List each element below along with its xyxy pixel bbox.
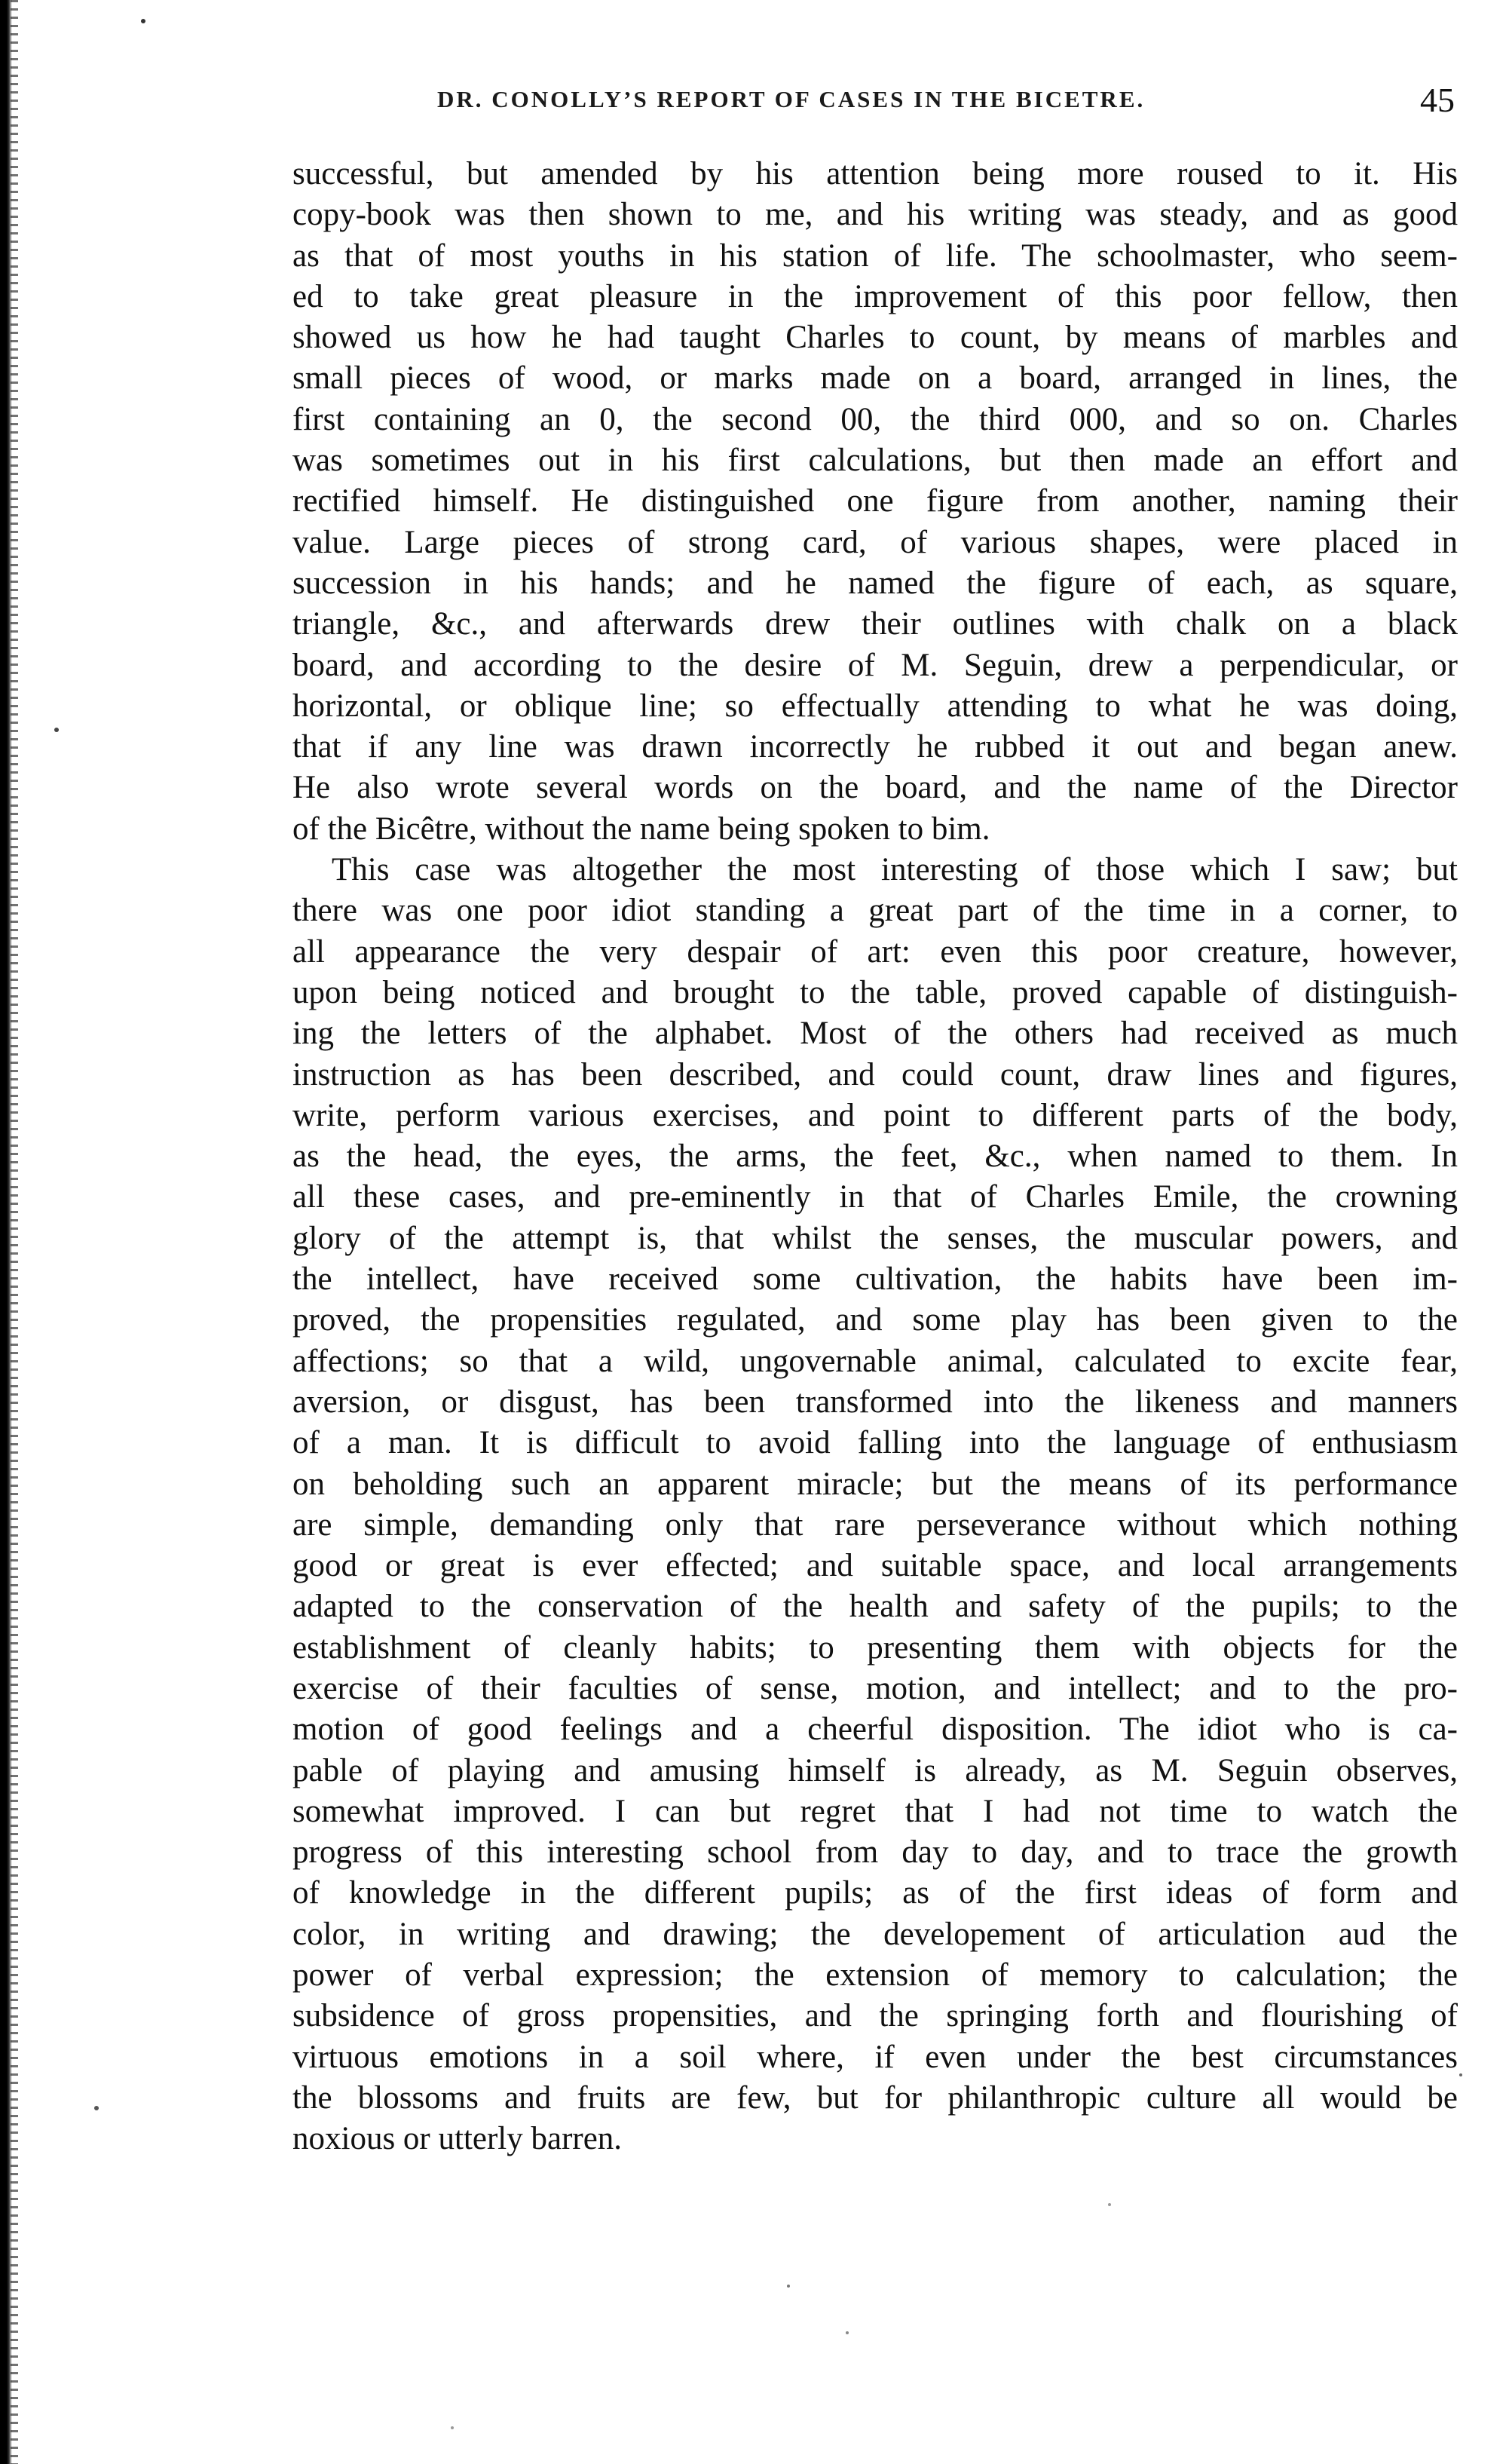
scan-speck: [54, 728, 59, 732]
text-line: virtuous emotions in a soil where, if even under the best circumstances: [292, 2039, 1458, 2075]
text-line: aversion, or disgust, has been transformed into the likeness and manners: [292, 1384, 1458, 1420]
text-line: somewhat improved. I can but regret that I had not time to watch the: [292, 1793, 1458, 1829]
scan-speck: [787, 2285, 790, 2288]
text-line: progress of this interesting school from day to day, and to trace the growth: [292, 1834, 1458, 1871]
paragraph-school-summary: [292, 850, 1458, 2160]
running-title: DR. CONOLLY’S REPORT OF CASES IN THE BICETRE.: [437, 86, 1146, 112]
text-line: as that of most youths in his station of life. The schoolmaster, who seem-: [292, 238, 1458, 274]
text-line: all these cases, and pre-eminently in that of Charles Emile, the crowning: [292, 1179, 1458, 1215]
page-number: 45: [1420, 81, 1455, 119]
text-line: subsidence of gross propensities, and the springing forth and flourishing of: [292, 1998, 1458, 2034]
scan-speck: [141, 19, 145, 23]
scan-speck: [846, 2331, 849, 2334]
text-line: This case was altogether the most interesting of those which I saw; but: [332, 852, 1458, 888]
paragraph-case-charles: [292, 154, 1458, 850]
text-line: showed us how he had taught Charles to count, by means of marbles and: [292, 320, 1458, 356]
text-line: on beholding such an apparent miracle; but the means of its performance: [292, 1466, 1458, 1502]
scan-speck: [1108, 2203, 1111, 2206]
text-line: all appearance the very despair of art: even this poor creature, however,: [292, 933, 1458, 970]
text-line: upon being noticed and brought to the table, proved capable of distinguish-: [292, 974, 1458, 1010]
running-head: [286, 80, 1455, 122]
text-line: proved, the propensities regulated, and some play has been given to the: [292, 1302, 1458, 1338]
text-line: there was one poor idiot standing a great part of the time in a corner, to: [292, 893, 1458, 929]
text-line: instruction as has been described, and could count, draw lines and figures,: [292, 1056, 1458, 1093]
text-line: the blossoms and fruits are few, but for philanthropic culture all would be: [292, 2079, 1458, 2116]
text-line: He also wrote several words on the board, and the name of the Director: [292, 770, 1458, 806]
text-line: ed to take great pleasure in the improvement of this poor fellow, then: [292, 278, 1458, 314]
text-line: of knowledge in the different pupils; as of the first ideas of form and: [292, 1875, 1458, 1911]
text-line: establishment of cleanly habits; to presenting them with objects for the: [292, 1629, 1458, 1666]
scan-speck: [451, 2426, 454, 2429]
text-body: [292, 154, 1458, 2160]
text-line: are simple, demanding only that rare perseverance without which nothing: [292, 1506, 1458, 1543]
text-line: motion of good feelings and a cheerful disposition. The idiot who is ca-: [292, 1712, 1458, 1748]
text-line: as the head, the eyes, the arms, the feet, &c., when named to them. In: [292, 1139, 1458, 1175]
text-line: the intellect, have received some cultivation, the habits have been im-: [292, 1261, 1458, 1298]
text-line: small pieces of wood, or marks made on a board, arranged in lines, the: [292, 360, 1458, 397]
text-line: rectified himself. He distinguished one figure from another, naming their: [292, 483, 1458, 519]
text-line: triangle, &c., and afterwards drew their outlines with chalk on a black: [292, 606, 1458, 642]
text-line: noxious or utterly barren.: [292, 2121, 623, 2157]
text-line: pable of playing and amusing himself is already, as M. Seguin observes,: [292, 1752, 1458, 1788]
text-line: affections; so that a wild, ungovernable animal, calculated to excite fear,: [292, 1343, 1458, 1379]
text-line: was sometimes out in his first calculations, but then made an effort and: [292, 443, 1458, 479]
text-line: successful, but amended by his attention being more roused to it. His: [292, 156, 1458, 192]
text-line: that if any line was drawn incorrectly he rubbed it out and began anew.: [292, 729, 1458, 765]
text-line: power of verbal expression; the extension of memory to calculation; the: [292, 1957, 1458, 1994]
text-line: ing the letters of the alphabet. Most of the others had received as much: [292, 1016, 1458, 1052]
scan-speck: [94, 2106, 99, 2110]
text-line: first containing an 0, the second 00, the third 000, and so on. Charles: [292, 401, 1458, 437]
text-line: value. Large pieces of strong card, of various shapes, were placed in: [292, 524, 1458, 560]
text-line: horizontal, or oblique line; so effectually attending to what he was doing,: [292, 688, 1458, 724]
text-line: of the Bicêtre, without the name being spoken to bim.: [292, 811, 990, 847]
text-line: color, in writing and drawing; the developement of articulation aud the: [292, 1916, 1458, 1952]
text-line: board, and according to the desire of M. Seguin, drew a perpendicular, or: [292, 647, 1458, 683]
text-line: of a man. It is difficult to avoid falling into the language of enthusiasm: [292, 1425, 1458, 1461]
scan-speck: [1459, 2073, 1462, 2076]
text-line: succession in his hands; and he named the figure of each, as square,: [292, 565, 1458, 601]
text-line: exercise of their faculties of sense, motion, and intellect; and to the pro-: [292, 1670, 1458, 1706]
text-line: glory of the attempt is, that whilst the senses, the muscular powers, and: [292, 1220, 1458, 1256]
text-line: write, perform various exercises, and point to different parts of the body,: [292, 1097, 1458, 1133]
scan-binding-fringe: [11, 0, 18, 2464]
text-line: adapted to the conservation of the health and safety of the pupils; to the: [292, 1589, 1458, 1625]
text-line: good or great is ever effected; and suitable space, and local arrangements: [292, 1548, 1458, 1584]
text-line: copy-book was then shown to me, and his writing was steady, and as good: [292, 197, 1458, 233]
